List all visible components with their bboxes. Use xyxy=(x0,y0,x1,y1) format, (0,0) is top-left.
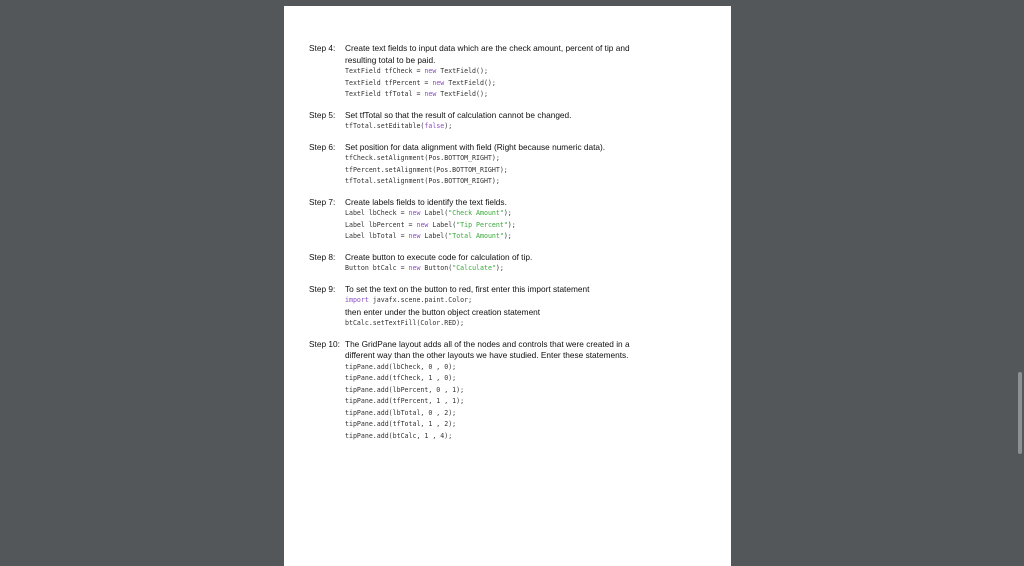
code-text: btCalc.setTextFill(Color.RED); xyxy=(345,319,465,327)
code-keyword: new xyxy=(408,209,421,217)
code-line xyxy=(309,89,724,101)
code-keyword: new xyxy=(408,264,421,272)
code-keyword: new xyxy=(424,90,437,98)
code-text: Label lbTotal = xyxy=(345,232,409,240)
code-line xyxy=(309,121,724,133)
code-text: Button btCalc = xyxy=(345,264,409,272)
step-heading xyxy=(309,284,724,296)
code-string: "Total Amount" xyxy=(448,232,504,240)
code-text: Label( xyxy=(420,209,449,217)
code-text: ); xyxy=(495,264,504,272)
code-line xyxy=(309,153,724,165)
step-text: To set the text on the button to red, first enter this import statement xyxy=(345,283,590,294)
vertical-scrollbar[interactable] xyxy=(1018,372,1022,454)
code-keyword: new xyxy=(432,78,445,87)
code-line xyxy=(309,78,724,90)
code-text: TextField(); xyxy=(444,78,496,87)
code-line xyxy=(309,263,724,275)
code-line xyxy=(309,208,724,220)
code-line xyxy=(309,318,724,330)
step-heading xyxy=(309,339,724,351)
code-keyword: new xyxy=(408,232,421,240)
code-keyword: new xyxy=(416,220,429,229)
code-text: tipPane.add(lbTotal, 0 , 2); xyxy=(345,408,457,417)
code-line xyxy=(309,431,724,443)
step-text: Create button to execute code for calculation of tip. xyxy=(345,251,533,262)
code-text: TextField tfPercent = xyxy=(345,78,433,87)
step-label: Step 8: xyxy=(309,251,336,262)
step-7 xyxy=(309,197,724,243)
step-label: Step 4: xyxy=(309,43,336,53)
code-line xyxy=(309,385,724,397)
code-text: TextField(); xyxy=(436,67,488,75)
step-heading xyxy=(309,252,724,264)
code-text: javafx.scene.paint.Color; xyxy=(368,296,473,304)
code-text: TextField tfCheck = xyxy=(345,67,425,75)
step-text: Create labels fields to identify the text fields. xyxy=(345,196,507,207)
code-text: tfTotal.setAlignment(Pos.BOTTOM_RIGHT); xyxy=(345,177,500,185)
code-line xyxy=(309,165,724,177)
step-6 xyxy=(309,142,724,188)
code-text: Label lbPercent = xyxy=(345,220,417,229)
code-text: ); xyxy=(503,209,512,217)
code-line xyxy=(309,220,724,232)
code-line xyxy=(309,396,724,408)
code-line xyxy=(309,419,724,431)
code-text: tipPane.add(btCalc, 1 , 4); xyxy=(345,431,453,440)
code-text: ); xyxy=(507,220,516,229)
code-line xyxy=(309,295,724,307)
step-heading xyxy=(309,197,724,209)
code-text: TextField tfTotal = xyxy=(345,90,425,98)
step-text: different way than the other layouts we have studied. Enter these statements. xyxy=(345,350,629,360)
document-page xyxy=(284,6,731,566)
code-keyword: false xyxy=(424,122,445,130)
code-line xyxy=(309,408,724,420)
step-text: resulting total to be paid. xyxy=(345,54,436,65)
code-text: ); xyxy=(503,232,512,240)
document-content xyxy=(309,43,724,451)
code-keyword: new xyxy=(424,67,437,75)
code-line xyxy=(309,231,724,243)
code-string: "Check Amount" xyxy=(448,209,504,217)
step-text: Create text fields to input data which are the check amount, percent of tip and xyxy=(345,43,630,53)
code-line xyxy=(309,373,724,385)
step-5 xyxy=(309,110,724,133)
step-heading xyxy=(309,142,724,154)
step-10 xyxy=(309,339,724,443)
code-text: tfTotal.setEditable( xyxy=(345,122,425,130)
code-string: "Calculate" xyxy=(452,264,496,272)
code-text: tfPercent.setAlignment(Pos.BOTTOM_RIGHT); xyxy=(345,165,508,174)
code-keyword: import xyxy=(345,296,369,304)
step-4 xyxy=(309,43,724,101)
code-text: tipPane.add(lbCheck, 0 , 0); xyxy=(345,362,457,371)
step-label: Step 5: xyxy=(309,109,336,120)
code-text: Label lbCheck = xyxy=(345,209,409,217)
code-text: Label( xyxy=(420,232,449,240)
step-label: Step 10: xyxy=(309,338,340,349)
step-text: Set tfTotal so that the result of calculation cannot be changed. xyxy=(345,109,572,120)
step-heading xyxy=(309,110,724,122)
code-text: tfCheck.setAlignment(Pos.BOTTOM_RIGHT); xyxy=(345,154,500,162)
code-text: tipPane.add(tfPercent, 1 , 1); xyxy=(345,397,465,405)
step-label: Step 9: xyxy=(309,283,336,294)
step-heading xyxy=(309,43,724,55)
step-9 xyxy=(309,284,724,330)
code-line xyxy=(309,176,724,188)
code-line xyxy=(309,66,724,78)
code-text: ); xyxy=(444,122,453,130)
code-line xyxy=(309,362,724,374)
code-text: Label( xyxy=(428,220,457,229)
step-text: The GridPane layout adds all of the nodes and controls that were created in a xyxy=(345,338,630,349)
step-text: then enter under the button object creation statement xyxy=(345,306,541,317)
code-text: tipPane.add(tfTotal, 1 , 2); xyxy=(345,420,457,428)
code-text: tipPane.add(tfCheck, 1 , 0); xyxy=(345,374,457,382)
step-label: Step 6: xyxy=(309,141,336,152)
code-text: Button( xyxy=(420,264,453,272)
step-text: Set position for data alignment with field (Right because numeric data). xyxy=(345,141,606,152)
step-8 xyxy=(309,252,724,275)
code-text: tipPane.add(lbPercent, 0 , 1); xyxy=(345,385,465,394)
step-label: Step 7: xyxy=(309,196,336,207)
code-string: "Tip Percent" xyxy=(456,220,508,229)
code-text: TextField(); xyxy=(436,90,488,98)
